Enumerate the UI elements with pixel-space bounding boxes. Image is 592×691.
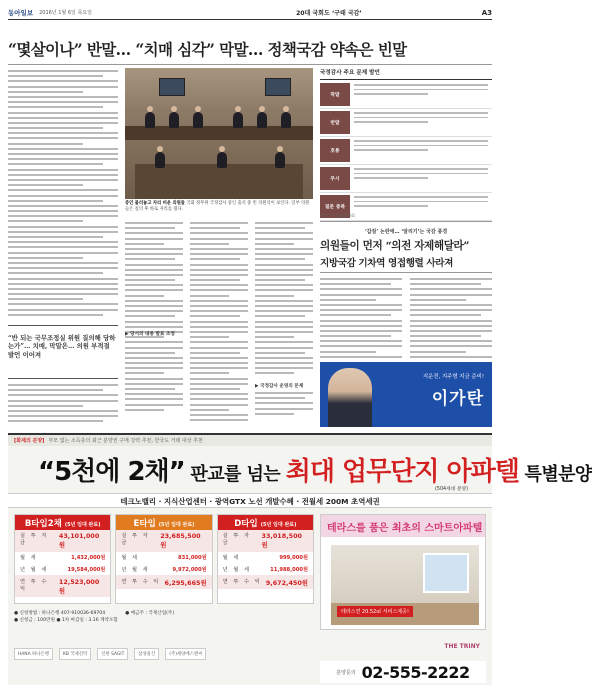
card-row: 월 세 999,000원 [222, 555, 308, 562]
bullet-holder: ● 예금주 : 국제산업(주) [125, 611, 175, 616]
page-number: A3 [481, 8, 492, 17]
ad-unit-count: (504세대 분양) [435, 487, 468, 492]
right-article-body-1 [320, 278, 402, 361]
kicker-bottom-rule [8, 378, 118, 379]
price-card [14, 514, 111, 604]
card-row: 연 투 수 익 12,523,000원 [15, 575, 110, 597]
ad-name: 이가탄 [431, 389, 484, 409]
monitor-icon [159, 78, 185, 96]
ad-feature-line: 테크노밸리 · 지식산업센터 · 광역GTX 노선 개발수혜 · 전월세 200M 초역세권 [8, 493, 492, 508]
ad-headline [38, 451, 592, 487]
right-article-kicker: ‘갑질’ 논란에… ‘알리기’는 국감 풍경 [364, 229, 448, 235]
ad-top-label: [화제의 분양] [14, 438, 45, 444]
card-row: 실 투 자 금 43,101,000원 [15, 530, 110, 552]
remarks-table [320, 81, 492, 221]
card-row: 실 투 자 금 23,685,500원 [116, 530, 211, 552]
row-label: 막말 [320, 83, 350, 106]
article-body-col4 [255, 222, 313, 378]
right-article-divider-2 [320, 272, 492, 273]
price-card [217, 514, 314, 604]
table-row [320, 109, 492, 137]
price-card [115, 514, 212, 604]
row-label: 호통 [320, 139, 350, 162]
logo: (주)세양에스엔씨 [165, 648, 206, 660]
section-title: 20대 국회도 ‘구태 국감’ [296, 10, 362, 17]
terrace-badge: 테라스면 20.52㎡ 서비스제공! [337, 606, 413, 617]
table-title: 국정감사 주요 문제 발언 [320, 68, 492, 80]
ad-head-mid: 판교를 넘는 [184, 464, 286, 485]
subheading-1: ▶ 당시의 내용 발표 조정 [125, 332, 175, 337]
ad-head-big: “5천에 2채” [38, 457, 185, 487]
kicker-top-rule [8, 325, 118, 326]
phone-label: 분양문의 [336, 669, 356, 676]
interior-image [320, 514, 486, 630]
portrait-image [328, 368, 372, 427]
card-title: B타입2채 (5년 임대 완료) [15, 515, 110, 530]
ad-bullets [14, 610, 314, 624]
caption-text: 국회 정무위 국정감사 증인 출석 중 빈 의원석이 보인다. 일부 의원들은 질의 후 바로 자리를 떴다. [125, 201, 310, 212]
logo: KB 국제신탁 [59, 648, 91, 660]
bullet-apply: ● 신청방법 : 하나은행 407-910036-69704 [14, 611, 106, 616]
card-row: 실 투 자 금 33,018,500원 [218, 530, 313, 552]
logo: 신한 SAGIT [97, 648, 128, 660]
logo: 삼성물산 [134, 648, 159, 660]
pull-quote: “반 되는 국무조정실 위원 질의해 당하는가”… 치매, 막말은… 의원 부적절 발언 이어져 [8, 334, 116, 359]
row-label: 반말 [320, 111, 350, 134]
table-row [320, 137, 492, 165]
window-icon [423, 553, 469, 593]
caption-title: 증인 불러놓고 자리 비운 의원들 [125, 201, 185, 206]
right-article-body-2 [410, 278, 492, 361]
page-header [8, 6, 492, 20]
subheading-2: ▶ 국정감사 운영의 문제 [255, 384, 304, 389]
card-row: 연 투 수 익 6,295,665원 [116, 575, 211, 589]
article-body-left-top [8, 70, 118, 319]
card-row: 연 투 수 익 9,672,450원 [218, 575, 313, 589]
row-label: 질문 중복 [320, 195, 350, 218]
brand-logo: THE TRINY [444, 642, 480, 650]
card-row: 년 월 세 9,972,000원 [121, 566, 207, 573]
photo-caption [125, 201, 313, 213]
card-row: 년 월 세 19,584,000원 [20, 566, 106, 573]
main-headline: “몇살이나” 반말… “치매 심각” 막말… 정책국감 약속은 빈말 [8, 40, 407, 59]
article-body-left-bottom [8, 384, 118, 426]
monitor-icon [265, 78, 291, 96]
apartment-ad[interactable] [8, 433, 592, 685]
newspaper-logo: 동아일보 [8, 9, 34, 17]
price-cards [14, 514, 314, 604]
right-article-headline: 의원들이 먼저 “의전 자제해달라” [320, 240, 470, 252]
bullet-deposit: ● 신청금 : 100만원 ● 1차 마감일 : 3.16 계약포함 [14, 618, 118, 623]
article-body-col4-end [255, 392, 313, 418]
article-body-col2 [125, 222, 183, 414]
issue-date: 2016년 1월 6일 목요일 [39, 10, 92, 16]
card-row: 월 세 831,000원 [121, 555, 207, 562]
row-label: 무시 [320, 167, 350, 190]
right-article-divider [320, 221, 492, 222]
right-article-subheadline: 지방국감 기차역 영접행렬 사라져 [320, 258, 453, 269]
logo: HANA 하나은행 [14, 648, 53, 660]
phone-box[interactable] [320, 661, 486, 683]
headline-divider [8, 64, 492, 65]
ad-head-red: 최대 업무단지 아파텔 [285, 457, 519, 487]
card-title: E타입 (5년 임대 완료) [116, 515, 211, 530]
table-row [320, 165, 492, 193]
card-row: 년 월 세 11,988,000원 [222, 566, 308, 573]
table-source: 자료: 각 상임위원회 [320, 213, 355, 218]
image-band: 테라스를 품은 최초의 스마트아파텔 [321, 515, 485, 537]
card-title: D타입 (5년 임대 완료) [218, 515, 313, 530]
ad-topline [8, 435, 492, 446]
politician-ad[interactable] [320, 362, 492, 427]
ad-top-text: 부모 없는 소득층의 최근 분양권 구매 강력 추천, 한국도 거래 대상 추천 [48, 438, 203, 444]
table-row [320, 81, 492, 109]
hearing-photo [125, 68, 313, 199]
sponsor-logos [14, 643, 314, 665]
card-row: 월 세 1,432,000원 [20, 555, 106, 562]
article-body-col3 [190, 222, 248, 424]
ad-slogan: 지운전, 지주형 지금 준비! [422, 374, 484, 380]
ad-head-end: 특별분양 [518, 464, 592, 485]
phone-number[interactable]: 02-555-2222 [361, 662, 470, 682]
